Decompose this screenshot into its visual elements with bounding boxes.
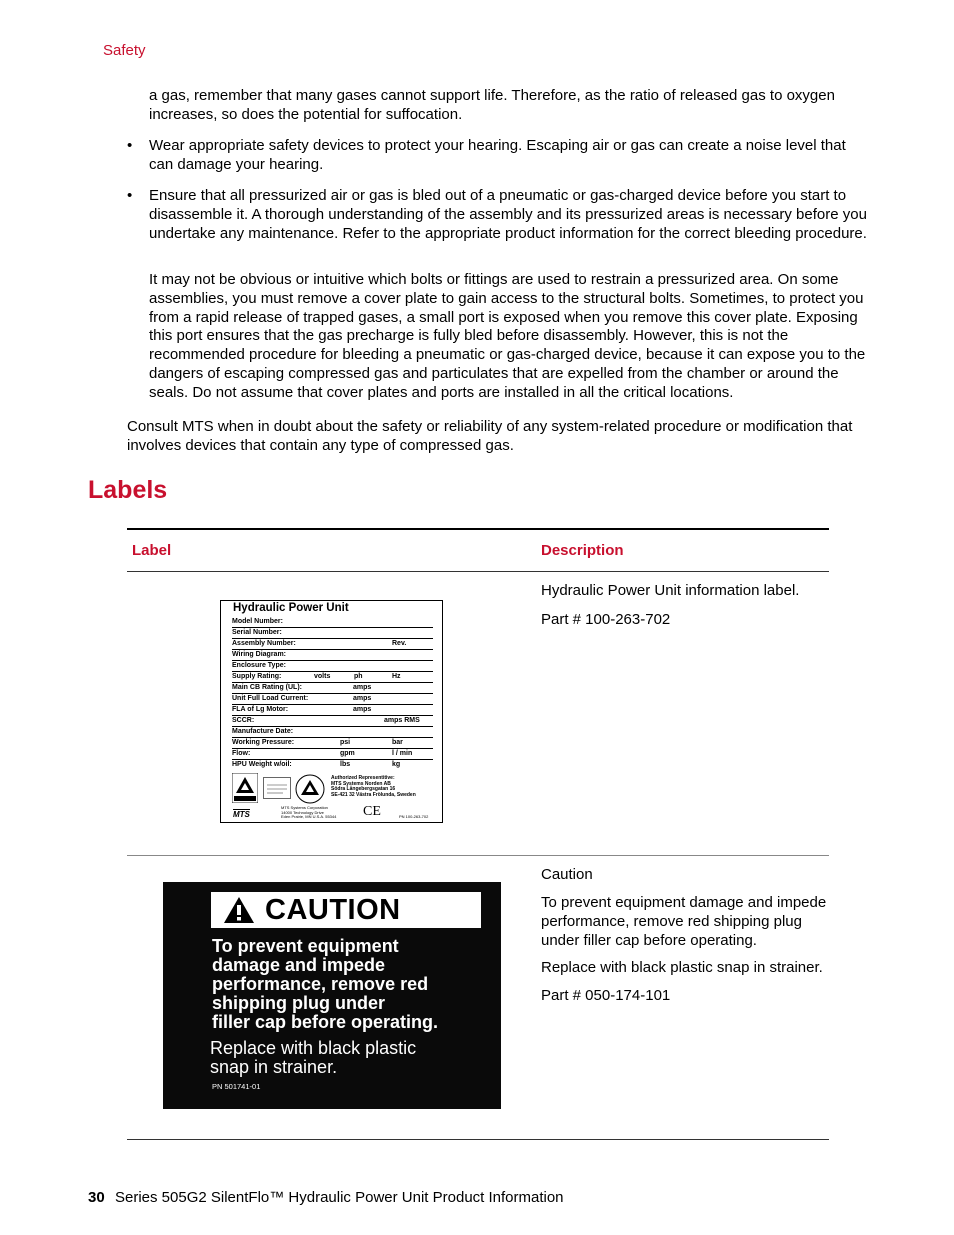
hpu-field-row: FLA of Lg Motor: amps	[232, 704, 433, 716]
col-header-description: Description	[541, 542, 624, 559]
hpu-field-row: Unit Full Load Current: amps	[232, 693, 433, 705]
section-header: Safety	[103, 42, 146, 59]
caution-label-image	[163, 882, 501, 1109]
caution-desc-text: To prevent equipment damage and impede performance, remove red shipping plug under filler cap before operating.	[541, 894, 827, 949]
labels-heading: Labels	[88, 476, 168, 504]
certification-box-icon	[263, 777, 291, 799]
warning-triangle-icon	[223, 896, 255, 924]
hpu-info-label-image	[220, 600, 443, 823]
hpu-field-row: HPU Weight w/oil: lbs kg	[232, 761, 401, 768]
hpu-part-number-print: PN 100-263-702	[399, 814, 429, 819]
table-bottom-rule	[127, 1139, 829, 1140]
hpu-field-row: Wiring Diagram:	[232, 649, 433, 661]
authorized-rep-block: Authorized Representitive: MTS Systems Norden AB Södra Långebergsgatan 16 SE-421 32 Västra Frölunda, Sweden	[331, 775, 416, 798]
hpu-field-row: Main CB Rating (UL): amps	[232, 682, 433, 694]
hpu-field-row: SCCR: amps RMS	[232, 715, 433, 727]
page-number: 30	[88, 1189, 105, 1206]
hpu-desc: Hydraulic Power Unit information label.	[541, 582, 800, 599]
bullet-hearing: Wear appropriate safety devices to protect your hearing. Escaping air or gas can create a noise level that can damage your hearing.	[149, 137, 846, 173]
hpu-field-row: Supply Rating: volts ph Hz	[232, 671, 433, 683]
footer-title: Series 505G2 SilentFlo™ Hydraulic Power Unit Product Information	[115, 1189, 564, 1206]
row-separator	[127, 855, 829, 856]
warning-circle-icon	[295, 774, 325, 804]
caution-part-number: Part # 050-174-101	[541, 987, 671, 1004]
hpu-field-row: Assembly Number: Rev.	[232, 638, 433, 650]
bullet-marker: •	[127, 187, 133, 204]
caution-heading: CAUTION	[265, 894, 401, 926]
paragraph-continued: a gas, remember that many gases cannot support life. Therefore, as the ratio of released gas to oxygen increases, so does the potential for suffocation.	[149, 87, 835, 123]
mts-logo: MTS	[233, 810, 250, 819]
hpu-field-row: Model Number:	[232, 616, 433, 628]
hpu-field-row: Serial Number:	[232, 627, 433, 639]
mts-corporation-block: MTS Systems Corporation 14000 Technology Drive Eden Prairie, MN U.S.A. 55344	[281, 805, 337, 820]
hpu-field-row: Flow: gpm l / min	[232, 748, 433, 760]
hpu-field-row: Enclosure Type:	[232, 660, 433, 672]
ce-mark: CE	[363, 804, 381, 819]
bullet-bleed: Ensure that all pressurized air or gas is bled out of a pneumatic or gas-charged device before you start to disassemble it. A thorough understanding of the assembly and its pressurized areas is necessary before you undertake any maintenance. Refer to the appropriate product information for the correct bleeding procedure.	[149, 187, 867, 242]
caution-desc-replace: Replace with black plastic snap in strainer.	[541, 959, 823, 976]
bullet-marker: •	[127, 137, 133, 154]
table-top-rule	[127, 528, 829, 530]
hpu-label-title: Hydraulic Power Unit	[233, 602, 349, 614]
caution-banner	[211, 892, 481, 928]
bullet-sub-paragraph: It may not be obvious or intuitive which bolts or fittings are used to restrain a pressurized area. On some assemblies, you must remove a cover plate to gain access to the structural bolts. Sometimes, to protect you from a rapid release of trapped gases, a small port is exposed when you remove this cover plate. Exposing this port ensures that the gas precharge is fully bled before disassembly. However, this is not the recommended procedure for bleeding a pneumatic or gas-charged device, because it can expose you to the dangers of escaping compressed gas and particulates that are expelled from the chamber or around the seals. Do not assume that cover plates and ports are installed in all the critical locations.	[149, 271, 866, 401]
caution-replace-text: Replace with black plastic snap in strainer.	[210, 1038, 417, 1077]
consult-paragraph: Consult MTS when in doubt about the safety or reliability of any system-related procedure or modification that involves devices that contain any type of compressed gas.	[127, 418, 853, 454]
table-header-rule	[127, 571, 829, 572]
col-header-label: Label	[132, 542, 172, 559]
certification-mark-icon	[232, 773, 258, 803]
caution-label-part-number: PN 501741-01	[212, 1082, 261, 1091]
hpu-field-row: Working Pressure: psi bar	[232, 737, 433, 749]
caution-desc-title: Caution	[541, 866, 593, 883]
hpu-field-row: Manufacture Date:	[232, 726, 433, 738]
hpu-part-number: Part # 100-263-702	[541, 611, 671, 628]
caution-bold-text: To prevent equipment damage and impede performance, remove red shipping plug under filler cap before operating.	[212, 936, 439, 1032]
